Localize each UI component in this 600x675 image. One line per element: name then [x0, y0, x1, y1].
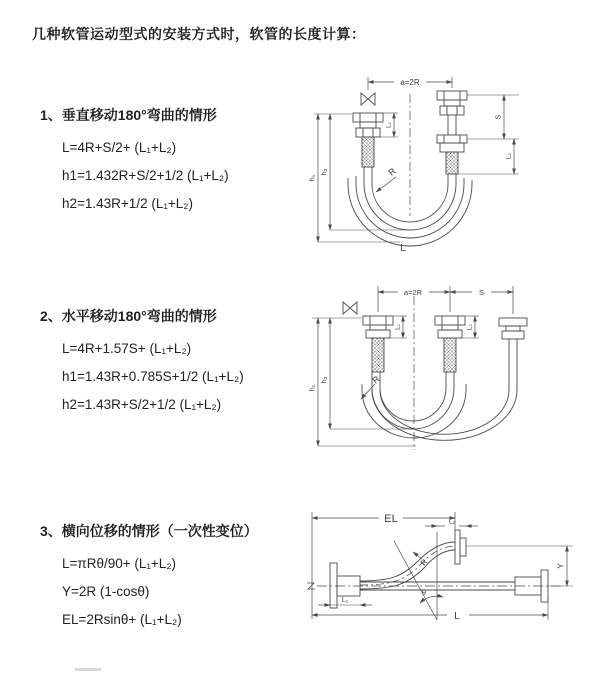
middle-fitting — [435, 316, 465, 372]
valve-icon — [361, 93, 375, 105]
formula-line: Y=2R (1-cosθ) — [62, 584, 150, 599]
dim-label-h2: h₂ — [319, 168, 329, 176]
diagram-lateral-displacement-figure — [295, 498, 590, 670]
dim-label-h1: h₁ — [307, 174, 317, 182]
formula-line: h1=1.43R+0.785S+1/2 (L₁+L₂) — [62, 369, 244, 384]
left-fitting — [353, 113, 383, 167]
section-lateral-displacement — [40, 521, 315, 634]
dim-label-l: L — [454, 611, 460, 622]
section-heading: 3、横向位移的情形（一次性变位） — [40, 523, 258, 539]
hose-u-bends — [362, 352, 517, 440]
formula-list — [40, 134, 315, 218]
dim-label-l1: L₁ — [385, 122, 393, 128]
dim-label-a2r: a=2R — [400, 78, 420, 87]
section-vertical-bend — [40, 105, 315, 218]
diagram-vertical-bend-figure — [300, 66, 580, 264]
formula-line: L=4R+S/2+ (L₁+L₂) — [62, 140, 177, 155]
dim-label-el: EL — [384, 513, 398, 525]
formula-line: h2=1.43R+S/2+1/2 (L₁+L₂) — [62, 397, 222, 412]
length-label: L — [400, 243, 406, 254]
radius-leader — [413, 552, 422, 559]
dim-label-l2: L₂ — [448, 518, 456, 526]
radius-label: R — [386, 165, 398, 178]
page-title: 几种软管运动型式的安装方式时，软管的长度计算： — [32, 26, 366, 42]
dim-a2r-s — [378, 286, 513, 314]
diagram-linework — [312, 286, 527, 450]
formula-line: h2=1.43R+1/2 (L₁+L₂) — [62, 196, 194, 211]
formula-line: L=4R+1.57S+ (L₁+L₂) — [62, 341, 192, 356]
dim-s-l2 — [458, 95, 519, 174]
dim-label-s: S — [478, 288, 485, 297]
hose-straight-position — [360, 582, 515, 590]
displaced-fitting — [499, 318, 527, 352]
radius-label: R — [418, 557, 430, 568]
formula-line: L=πRθ/90+ (L₁+L₂) — [62, 556, 177, 571]
formula-list — [40, 550, 315, 634]
section-heading: 2、水平移动180°弯曲的情形 — [40, 308, 217, 324]
formula-line: h1=1.432R+S/2+1/2 (L₁+L₂) — [62, 168, 229, 183]
dim-label-s: S — [495, 114, 503, 120]
radius-leader — [376, 177, 396, 192]
dim-label-y: Y — [556, 563, 566, 569]
angle-construction — [394, 532, 443, 620]
dim-label-l2: L₂ — [466, 323, 474, 331]
hose-u-bend — [348, 167, 472, 246]
dim-label-h2: h₂ — [319, 376, 329, 384]
dim-label-l1: L₁ — [394, 324, 402, 330]
angle-label: θ — [421, 588, 427, 597]
section-horizontal-bend — [40, 306, 315, 419]
dim-label-h1: h₁ — [307, 384, 317, 392]
section-heading: 1、垂直移动180°弯曲的情形 — [40, 107, 217, 123]
centerline-break-icon — [307, 583, 315, 589]
right-fitting — [437, 91, 467, 174]
formula-line: EL=2Rsinθ+ (L₁+L₂) — [62, 612, 182, 627]
scan-artifact — [75, 668, 101, 671]
dim-label-l2: L₂ — [505, 152, 513, 160]
dim-label-a2r: a=2R — [403, 288, 423, 297]
valve-icon — [343, 302, 357, 314]
diagram-horizontal-bend-figure — [298, 278, 588, 470]
dim-label-l1: L₁ — [341, 597, 349, 604]
radius-label: R — [370, 373, 382, 386]
diagram-linework — [314, 77, 519, 246]
left-fitting — [363, 316, 393, 372]
upper-flange — [455, 530, 466, 564]
dim-el — [312, 512, 455, 619]
formula-list — [40, 335, 315, 419]
